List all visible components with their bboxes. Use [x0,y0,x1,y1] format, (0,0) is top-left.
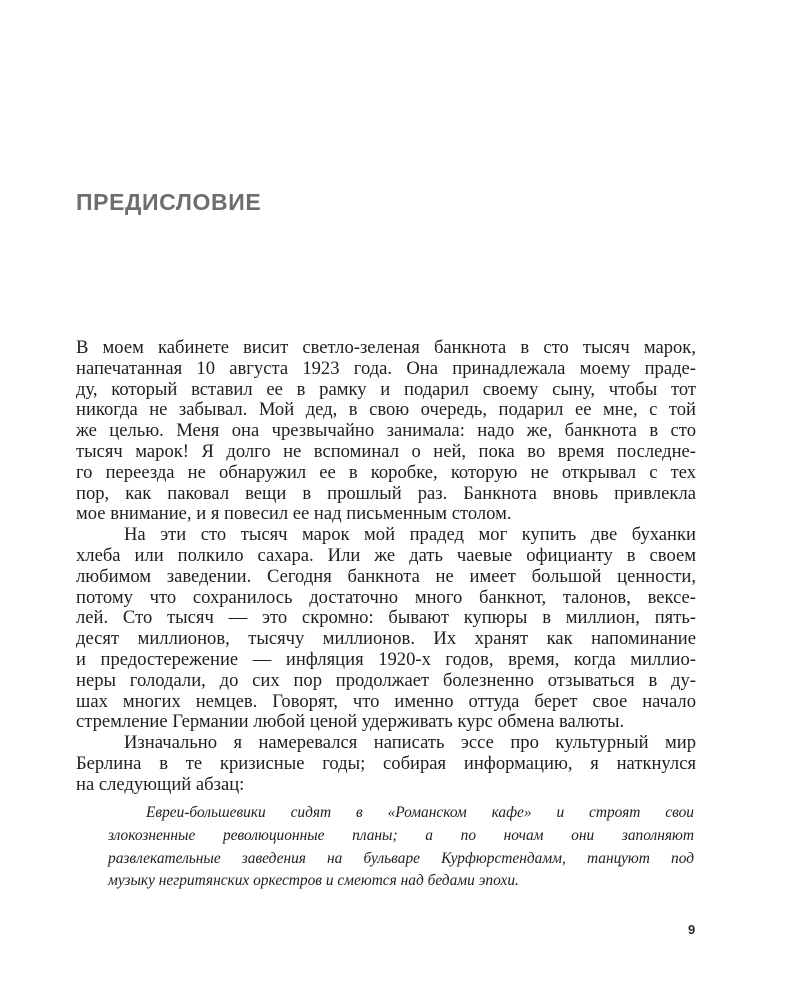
quote-line: развлекательные заведения на бульваре Курфюрстендамм, танцуют под [108,849,694,867]
text-line: Изначально я намеревался написать эссе про культурный мир [124,732,696,754]
text-line: на следующий абзац: [76,773,245,795]
text-line: любимом заведении. Сегодня банкнота не имеет большой ценности, [76,565,696,587]
text-line: потому что сохранилось достаточно много банкнот, талонов, вексе- [76,586,696,608]
quote-line: злокозненные революционные планы; а по ночам они заполняют [108,826,694,844]
page-title: ПРЕДИСЛОВИЕ [76,189,262,215]
quote-line: Евреи-большевики сидят в «Романском кафе» и строят свои [146,804,694,821]
text-line: Берлина в те кризисные годы; собирая информацию, я наткнулся [76,752,696,774]
quote-line: музыку негритянских оркестров и смеются над бедами эпохи. [108,872,519,890]
text-line: В моем кабинете висит светло-зеленая банкнота в сто тысяч марок, [76,337,696,358]
text-line: тысяч марок! Я долго не вспоминал о ней, пока во время последне- [76,440,696,462]
text-line: мое внимание, и я повесил ее над письменным столом. [76,503,512,525]
text-line: пор, как паковал вещи в прошлый раз. Банкнота вновь привлекла [76,482,696,504]
text-line: стремление Германии любой ценой удерживать курс обмена валюты. [76,711,625,733]
page-number: 9 [688,922,696,937]
text-line: ду, который вставил ее в рамку и подарил своему сыну, чтобы тот [76,378,696,400]
text-line: неры голодали, до сих пор продолжает болезненно отзываться в ду- [76,669,696,691]
text-line: хлеба или полкило сахара. Или же дать чаевые официанту в своем [76,544,696,566]
text-line: На эти сто тысяч марок мой прадед мог купить две буханки [124,524,696,546]
text-line: же целью. Меня она чрезвычайно занимала: надо же, банкнота в сто [76,420,696,442]
text-line: напечатанная 10 августа 1923 года. Она принадлежала моему праде- [76,357,696,379]
block-quote [108,802,694,893]
text-line: и предостережение — инфляция 1920-х годов, время, когда миллио- [76,648,696,670]
body-text [76,338,696,796]
text-line: лей. Сто тысяч — это скромно: бывают купюры в миллион, пять- [76,607,696,629]
text-line: десят миллионов, тысячу миллионов. Их хранят как напоминание [76,628,696,650]
text-line: никогда не забывал. Мой дед, в свою очередь, подарил ее мне, с той [76,399,696,421]
text-line: шах многих немцев. Говорят, что именно оттуда берет свое начало [76,690,696,712]
text-line: го переезда не обнаружил ее в коробке, которую не открывал с тех [76,461,696,483]
